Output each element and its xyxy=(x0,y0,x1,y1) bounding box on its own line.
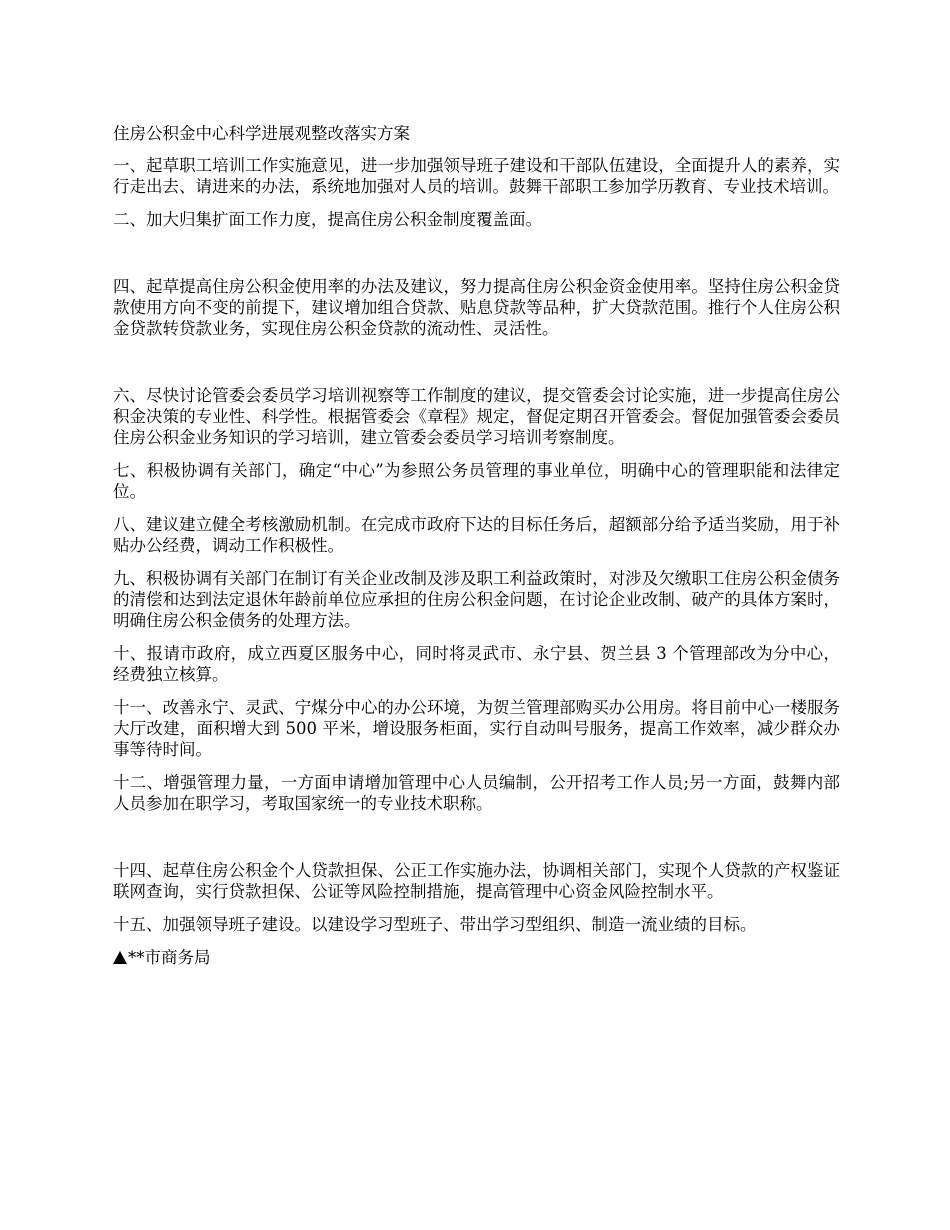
paragraph-2: 二、加大归集扩面工作力度，提高住房公积金制度覆盖面。 xyxy=(113,210,542,229)
document-page xyxy=(113,123,840,968)
blank-gap xyxy=(113,351,840,385)
paragraph-12: 十二、增强管理力量，一方面申请增加管理中心人员编制，公开招考工作人员;另一方面，鼓舞内部人员参加在职学习，考取国家统一的专业技术职称。 xyxy=(113,773,840,813)
paragraph-15: 十五、加强领导班子建设。以建设学习型班子、带出学习型组织、制造一流业绩的目标。 xyxy=(113,915,757,934)
paragraph-9: 九、积极协调有关部门在制订有关企业改制及涉及职工利益政策时，对涉及欠缴职工住房公积金债务的清偿和达到法定退休年龄前单位应承担的住房公积金问题，在讨论企业改制、破产的具体方案时，明确住房公积金债务的处理方法。 xyxy=(113,569,840,630)
paragraph-11: 十一、改善永宁、灵武、宁煤分中心的办公环境，为贺兰管理部购买办公用房。将目前中心一楼服务大厅改建，面积增大到 500 平米，增设服务柜面，实行自动叫号服务，提高工作效率，减少群众办事等待时间。 xyxy=(113,698,840,759)
blank-gap xyxy=(113,242,840,276)
paragraph-8: 八、建议建立健全考核激励机制。在完成市政府下达的目标任务后，超额部分给予适当奖励，用于补贴办公经费，调动工作积极性。 xyxy=(113,515,840,555)
paragraph-14: 十四、起草住房公积金个人贷款担保、公正工作实施办法，协调相关部门，实现个人贷款的产权鉴证联网查询，实行贷款担保、公证等风险控制措施，提高管理中心资金风险控制水平。 xyxy=(113,861,840,901)
paragraph-4: 四、起草提高住房公积金使用率的办法及建议，努力提高住房公积金资金使用率。坚持住房公积金贷款使用方向不变的前提下，建议增加组合贷款、贴息贷款等品种，扩大贷款范围。推行个人住房公积金贷款转贷款业务，实现住房公积金贷款的流动性、灵活性。 xyxy=(113,277,840,338)
footer-text: **市商务局 xyxy=(128,948,211,967)
paragraph-6: 六、尽快讨论管委会委员学习培训视察等工作制度的建议，提交管委会讨论实施，进一步提高住房公积金决策的专业性、科学性。根据管委会《章程》规定，督促定期召开管委会。督促加强管委会委员住房公积金业务知识的学习培训，建立管委会委员学习培训考察制度。 xyxy=(113,386,840,447)
paragraph-10: 十、报请市政府，成立西夏区服务中心，同时将灵武市、永宁县、贺兰县 3 个管理部改为分中心，经费独立核算。 xyxy=(113,644,840,684)
paragraph-1: 一、起草职工培训工作实施意见，进一步加强领导班子建设和干部队伍建设，全面提升人的素养，实行走出去、请进来的办法，系统地加强对人员的培训。鼓舞干部职工参加学历教育、专业技术培训。 xyxy=(113,156,840,196)
blank-gap xyxy=(113,826,840,860)
footer-signature xyxy=(113,947,840,968)
paragraph-7: 七、积极协调有关部门，确定“中心”为参照公务员管理的事业单位，明确中心的管理职能和法律定位。 xyxy=(113,461,840,501)
triangle-icon xyxy=(113,951,127,964)
document-title: 住房公积金中心科学进展观整改落实方案 xyxy=(113,124,410,143)
